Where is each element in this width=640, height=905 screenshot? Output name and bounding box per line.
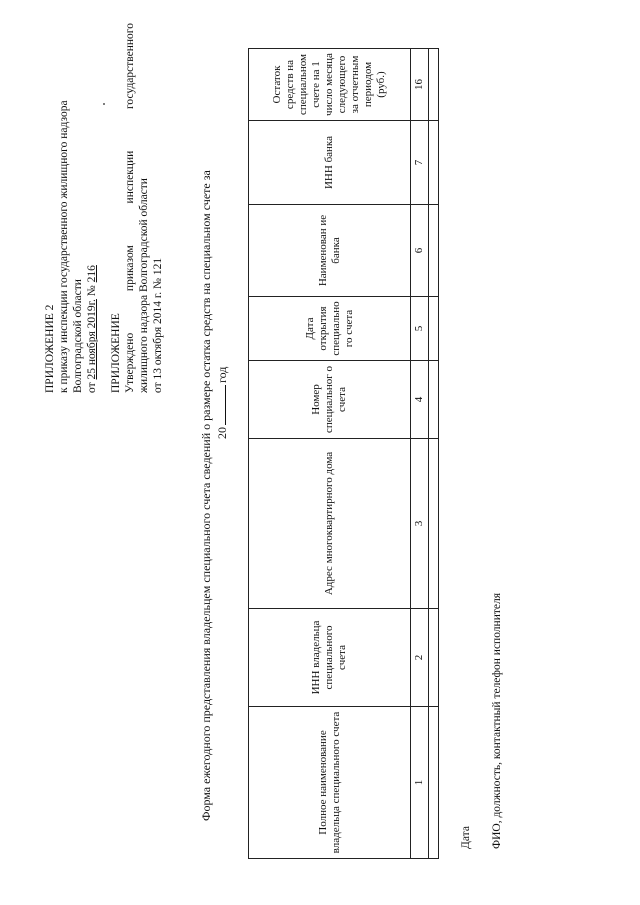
column-number: 6: [411, 205, 429, 297]
empty-cell: [429, 439, 439, 609]
empty-cell: [429, 121, 439, 205]
approved-line-2: жилищного надзора Волгоградской области: [138, 178, 150, 393]
year-prefix: 20: [215, 427, 229, 439]
header-cell: ИНН владельца специального счета: [249, 609, 411, 707]
approved-line-3: от 13 октября 2014 г. № 121: [152, 257, 164, 393]
approved-title: ПРИЛОЖЕНИЕ: [110, 313, 122, 393]
header-cell: Остаток средств на специальном счете на 1 число месяца следующего за отчетным периодом (руб.): [249, 49, 411, 121]
stray-mark: [103, 103, 105, 105]
header-row: [249, 49, 411, 859]
fio-label: ФИО, должность, контактный телефон исполнителя: [491, 592, 503, 849]
appendix-number: 216: [86, 265, 98, 283]
column-number: 5: [411, 297, 429, 361]
empty-cell: [429, 609, 439, 707]
number-row: [411, 49, 429, 859]
form-title: Форма ежегодного представления владельцем специального счета сведений о размере остатка средств на специальном счете за: [199, 170, 213, 821]
appendix-date-line: [86, 265, 99, 393]
appendix-date: 25 ноября 2019г.: [86, 299, 98, 380]
appendix-title: ПРИЛОЖЕНИЕ 2: [44, 304, 56, 393]
column-number: 16: [411, 49, 429, 121]
empty-cell: [429, 205, 439, 297]
empty-cell: [429, 297, 439, 361]
report-table: [248, 48, 439, 859]
header-cell: Номер специальног о счета: [249, 361, 411, 439]
year-blank: [225, 385, 226, 425]
appendix-date-prefix: от: [86, 382, 98, 393]
approved-line-1: Утверждено приказом инспекции государственного: [124, 23, 136, 393]
empty-cell: [429, 707, 439, 859]
header-cell: ИНН банка: [249, 121, 411, 205]
appendix-line-2: Волгоградской области: [72, 279, 84, 393]
column-number: 4: [411, 361, 429, 439]
appendix-line-1: к приказу инспекции государственного жилищного надзора: [58, 100, 70, 393]
header-cell: Дата открытия специально го счета: [249, 297, 411, 361]
empty-row: [429, 49, 439, 859]
column-number: 7: [411, 121, 429, 205]
form-year-line: [216, 367, 229, 439]
appendix-number-prefix: №: [86, 285, 98, 297]
header-cell: Наименован ие банка: [249, 205, 411, 297]
header-cell: Адрес многоквартирного дома: [249, 439, 411, 609]
header-cell: Полное наименование владельца специального счета: [249, 707, 411, 859]
date-label: Дата: [460, 826, 472, 849]
empty-cell: [429, 361, 439, 439]
year-suffix: год: [215, 366, 229, 383]
column-number: 1: [411, 707, 429, 859]
column-number: 2: [411, 609, 429, 707]
empty-cell: [429, 49, 439, 121]
column-number: 3: [411, 439, 429, 609]
